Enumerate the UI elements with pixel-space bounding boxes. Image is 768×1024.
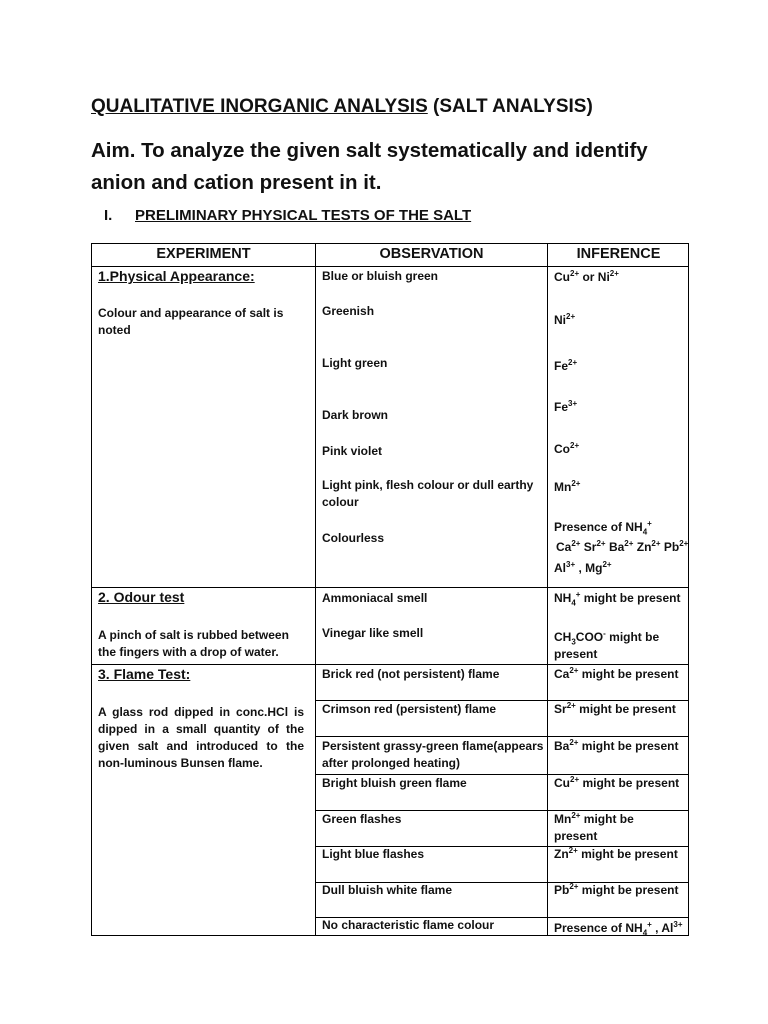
inference-text: $Fe^{3+}$ [554,399,578,414]
column-divider [547,244,548,935]
inference-text: $NH_4^+$ might be present [554,590,681,608]
inference-text: $Sr^{2+}$ might be present [554,701,676,716]
row-divider [92,266,688,267]
observation-text: Crimson red (persistent) flame [322,702,497,716]
inference-text: Presence of $NH_4^+$ [554,519,652,537]
observation-text: No characteristic flame colour [322,918,495,932]
inference-text: $Ca^{2+}$ $Sr^{2+}$ $Ba^{2+}$ $Zn^{2+}$ $Pb^{2+}$ [556,539,689,554]
observation-text: Light pink, flesh colour or dull earthy colour [322,478,534,509]
aim-statement: Aim. To analyze the given salt systematically and identify anion and cation present in it. [91,139,648,194]
observation-text: Light blue flashes [322,847,425,861]
section-title: PRELIMINARY PHYSICAL TESTS OF THE SALT [135,207,472,224]
section-number: I. [104,207,113,224]
observation-text: Blue or bluish green [322,269,439,283]
observation-text: Light green [322,356,388,370]
observation-text: Vinegar like smell [322,626,424,640]
inference-text: $Zn^{2+}$ might be present [554,846,678,861]
inference-text: $Al^{3+}$ , $Mg^{2+}$ [554,560,612,575]
observation-text: Ammoniacal smell [322,591,428,605]
inference-text: $Mn^{2+}$ [554,479,581,494]
flame-test-title: 3. Flame Test: [98,666,191,682]
inference-text: $CH_3COO^-$ might be present [554,629,660,661]
observation-text: Brick red (not persistent) flame [322,667,500,681]
column-divider [315,244,316,935]
row-divider [315,736,688,737]
header-observation: OBSERVATION [379,246,484,262]
inference-text: $Co^{2+}$ [554,441,580,456]
observation-text: Greenish [322,304,375,318]
observation-text: Dark brown [322,408,389,422]
tests-table [91,243,689,936]
document-title [91,96,593,118]
observation-text: Pink violet [322,444,383,458]
observation-text: Dull bluish white flame [322,883,453,897]
inference-text: $Mn^{2+}$ might be present [554,811,634,843]
observation-text: Persistent grassy-green flame(appears after prolonged heating) [322,739,544,770]
observation-text: Colourless [322,531,385,545]
section-heading [104,207,471,224]
physical-appearance-desc: Colour and appearance of salt is noted [98,306,284,337]
inference-text: $Ni^{2+}$ [554,312,576,327]
inference-text: $Ca^{2+}$ might be present [554,666,679,681]
flame-test-desc: A glass rod dipped in conc.HCl is dipped in a small quantity of the given salt and introduced to the non-luminous Bunsen flame. [98,705,304,770]
row-divider [92,664,688,665]
observation-text: Bright bluish green flame [322,776,467,790]
observation-text: Green flashes [322,812,402,826]
odour-test-title: 2. Odour test [98,589,185,605]
inference-text: Presence of $NH_4^+$ , $Al^{3+}$ [554,920,683,938]
title-main: QUALITATIVE INORGANIC ANALYSIS [91,96,428,117]
inference-text: $Pb^{2+}$ might be present [554,882,679,897]
header-inference: INFERENCE [576,246,661,262]
inference-text: $Ba^{2+}$ might be present [554,738,679,753]
inference-text: $Cu^{2+}$ or $Ni^{2+}$ [554,269,619,284]
physical-appearance-title: 1.Physical Appearance: [98,268,255,284]
inference-text: $Cu^{2+}$ might be present [554,775,680,790]
row-divider [92,587,688,588]
odour-test-desc: A pinch of salt is rubbed between the fingers with a drop of water. [98,628,289,659]
title-rest: (SALT ANALYSIS) [427,96,593,117]
header-experiment: EXPERIMENT [156,246,251,262]
inference-text: $Fe^{2+}$ [554,358,578,373]
